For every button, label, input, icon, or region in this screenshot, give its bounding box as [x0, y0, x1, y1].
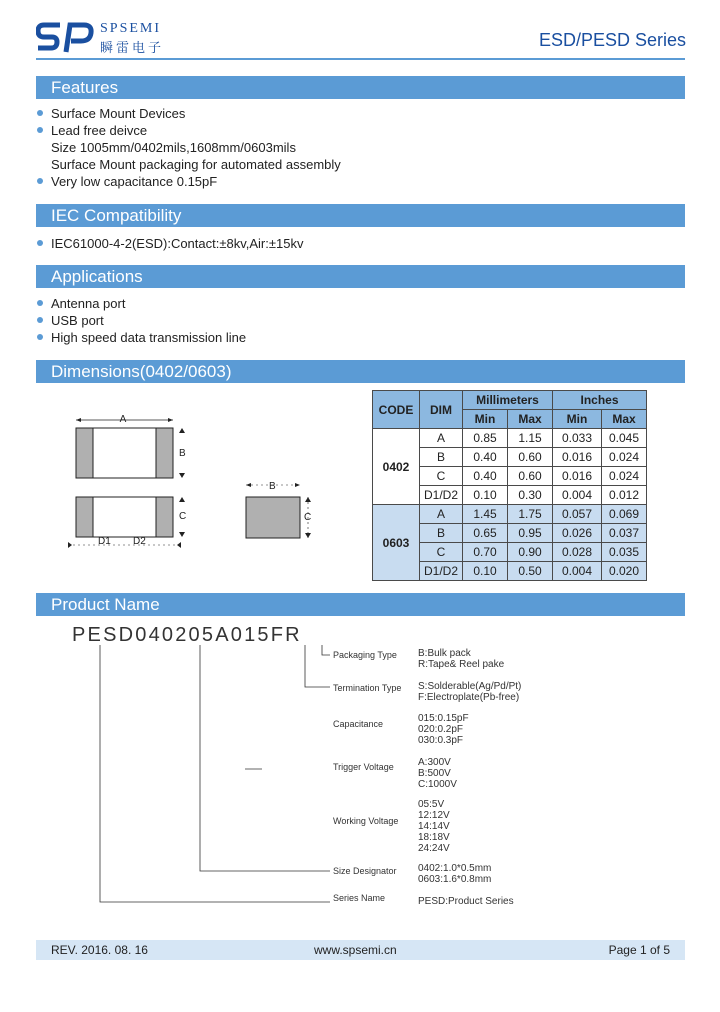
- bullet-icon: [37, 178, 43, 184]
- code-header: CODE: [373, 391, 420, 429]
- chip-0603-view: [246, 497, 300, 538]
- table-cell: 0.50: [508, 562, 553, 581]
- table-cell: 1.75: [508, 505, 553, 524]
- part-number-leader-lines: [90, 645, 330, 905]
- list-item: [36, 156, 341, 173]
- table-cell: 0.026: [553, 524, 602, 543]
- dimensions-heading: Dimensions(0402/0603): [36, 360, 685, 383]
- field-value: B:500V: [418, 768, 451, 779]
- list-item-text: USB port: [51, 313, 104, 328]
- table-cell: 0.004: [553, 486, 602, 505]
- list-item: [36, 122, 341, 139]
- mm-max-header: Max: [508, 410, 553, 429]
- bullet-icon: [37, 300, 43, 306]
- table-cell: D1/D2: [420, 562, 463, 581]
- table-cell: 1.15: [508, 429, 553, 448]
- applications-heading: Applications: [36, 265, 685, 288]
- iec-heading: IEC Compatibility: [36, 204, 685, 227]
- field-label: Size Designator: [333, 866, 397, 876]
- table-cell: 0.069: [602, 505, 647, 524]
- field-value: 05:5V: [418, 799, 445, 810]
- field-value: F:Electroplate(Pb-free): [418, 692, 520, 703]
- table-cell: 0.012: [602, 486, 647, 505]
- table-cell: 0.10: [463, 562, 508, 581]
- table-cell: 0.045: [602, 429, 647, 448]
- list-item-text: Surface Mount packaging for automated assembly: [51, 157, 341, 172]
- field-label: Trigger Voltage: [333, 762, 394, 772]
- table-cell: 0.033: [553, 429, 602, 448]
- table-cell: 0.60: [508, 448, 553, 467]
- in-max-header: Max: [602, 410, 647, 429]
- code-cell: 0603: [373, 505, 420, 581]
- chip-terminal-right: [156, 428, 173, 478]
- field-value: PESD:Product Series: [418, 896, 514, 907]
- list-item: [36, 173, 341, 190]
- table-cell: 0.65: [463, 524, 508, 543]
- table-cell: 0.30: [508, 486, 553, 505]
- bullet-icon: [37, 334, 43, 340]
- code-cell: 0402: [373, 429, 420, 505]
- table-cell: 0.016: [553, 467, 602, 486]
- table-cell: A: [420, 505, 463, 524]
- part-number: PESD040205A015FR: [72, 624, 302, 646]
- iec-list: [36, 235, 303, 252]
- table-cell: 0.40: [463, 467, 508, 486]
- table-cell: 0.016: [553, 448, 602, 467]
- field-label: Series Name: [333, 893, 386, 903]
- page-indicator: Page 1 of 5: [608, 943, 670, 957]
- revision-date: REV. 2016. 08. 16: [51, 943, 148, 957]
- mm-min-header: Min: [463, 410, 508, 429]
- table-cell: B: [420, 524, 463, 543]
- list-item: [36, 295, 246, 312]
- list-item-text: Size 1005mm/0402mils,1608mm/0603mils: [51, 140, 296, 155]
- inches-header: Inches: [553, 391, 647, 410]
- table-cell: 0.85: [463, 429, 508, 448]
- table-cell: 0.024: [602, 448, 647, 467]
- table-cell: 0.057: [553, 505, 602, 524]
- dim-c-label-2: C: [304, 512, 312, 523]
- field-value: 18:18V: [418, 832, 450, 843]
- spsemi-logo-icon: [36, 22, 98, 54]
- list-item-text: Antenna port: [51, 296, 126, 311]
- field-value: 12:12V: [418, 810, 450, 821]
- table-cell: 0.10: [463, 486, 508, 505]
- table-cell: 0.95: [508, 524, 553, 543]
- dim-c-label: C: [179, 511, 187, 522]
- bullet-icon: [37, 240, 43, 246]
- logo-chinese-text: 瞬雷电子: [100, 40, 165, 55]
- chip-terminal-left: [76, 428, 93, 478]
- bullet-icon: [37, 110, 43, 116]
- bullet-icon: [37, 127, 43, 133]
- table-cell: 0.70: [463, 543, 508, 562]
- field-label: Working Voltage: [333, 816, 399, 826]
- website-link[interactable]: www.spsemi.cn: [314, 943, 397, 957]
- table-cell: 1.45: [463, 505, 508, 524]
- table-cell: A: [420, 429, 463, 448]
- field-value: 0603:1.6*0.8mm: [418, 874, 492, 885]
- dim-header: DIM: [420, 391, 463, 429]
- list-item-text: Surface Mount Devices: [51, 106, 186, 121]
- features-list: [36, 105, 341, 190]
- field-value: 24:24V: [418, 843, 450, 854]
- footer: [36, 940, 685, 960]
- dimensions-table: [372, 390, 647, 581]
- header-divider: [36, 58, 685, 60]
- table-cell: 0.90: [508, 543, 553, 562]
- series-title: ESD/PESD Series: [538, 30, 686, 50]
- product-name-heading: Product Name: [36, 593, 685, 616]
- field-value: B:Bulk pack: [418, 648, 471, 659]
- table-cell: 0.020: [602, 562, 647, 581]
- table-cell: C: [420, 467, 463, 486]
- logo-text: SPSEMI: [100, 21, 162, 36]
- dim-d2-label: D2: [133, 536, 146, 547]
- list-item: [36, 105, 341, 122]
- table-cell: 0.60: [508, 467, 553, 486]
- dim-b-label: B: [179, 448, 186, 459]
- list-item-text: Very low capacitance 0.15pF: [51, 174, 218, 189]
- table-cell: 0.024: [602, 467, 647, 486]
- table-cell: 0.037: [602, 524, 647, 543]
- field-value: 030:0.3pF: [418, 735, 464, 746]
- bullet-icon: [37, 317, 43, 323]
- field-value: C:1000V: [418, 779, 457, 790]
- field-label: Packaging Type: [333, 650, 397, 660]
- list-item: [36, 235, 303, 252]
- mm-header: Millimeters: [463, 391, 553, 410]
- field-label: Capacitance: [333, 719, 384, 729]
- dim-a-label: A: [119, 414, 127, 425]
- field-label: Termination Type: [333, 683, 402, 693]
- list-item: [36, 312, 246, 329]
- dim-b-label-2: B: [269, 481, 276, 492]
- dimension-drawing: [60, 405, 360, 555]
- table-row: [373, 429, 647, 448]
- field-value: 0402:1.0*0.5mm: [418, 863, 492, 874]
- list-item-text: IEC61000-4-2(ESD):Contact:±8kv,Air:±15kv: [51, 236, 304, 251]
- features-heading: Features: [36, 76, 685, 99]
- table-cell: 0.40: [463, 448, 508, 467]
- field-value: A:300V: [418, 757, 451, 768]
- table-cell: 0.004: [553, 562, 602, 581]
- field-value: R:Tape& Reel pake: [418, 659, 505, 670]
- field-value: 14:14V: [418, 821, 450, 832]
- table-cell: D1/D2: [420, 486, 463, 505]
- list-item-text: High speed data transmission line: [51, 330, 247, 345]
- list-item-text: Lead free deivce: [51, 123, 148, 138]
- list-item: [36, 139, 341, 156]
- field-value: 015:0.15pF: [418, 713, 469, 724]
- dim-d1-label: D1: [98, 536, 111, 547]
- table-row: [373, 505, 647, 524]
- table-cell: 0.035: [602, 543, 647, 562]
- applications-list: [36, 295, 246, 346]
- list-item: [36, 329, 246, 346]
- in-min-header: Min: [553, 410, 602, 429]
- table-cell: B: [420, 448, 463, 467]
- table-cell: 0.028: [553, 543, 602, 562]
- field-value: 020:0.2pF: [418, 724, 464, 735]
- table-cell: C: [420, 543, 463, 562]
- field-value: S:Solderable(Ag/Pd/Pt): [418, 681, 522, 692]
